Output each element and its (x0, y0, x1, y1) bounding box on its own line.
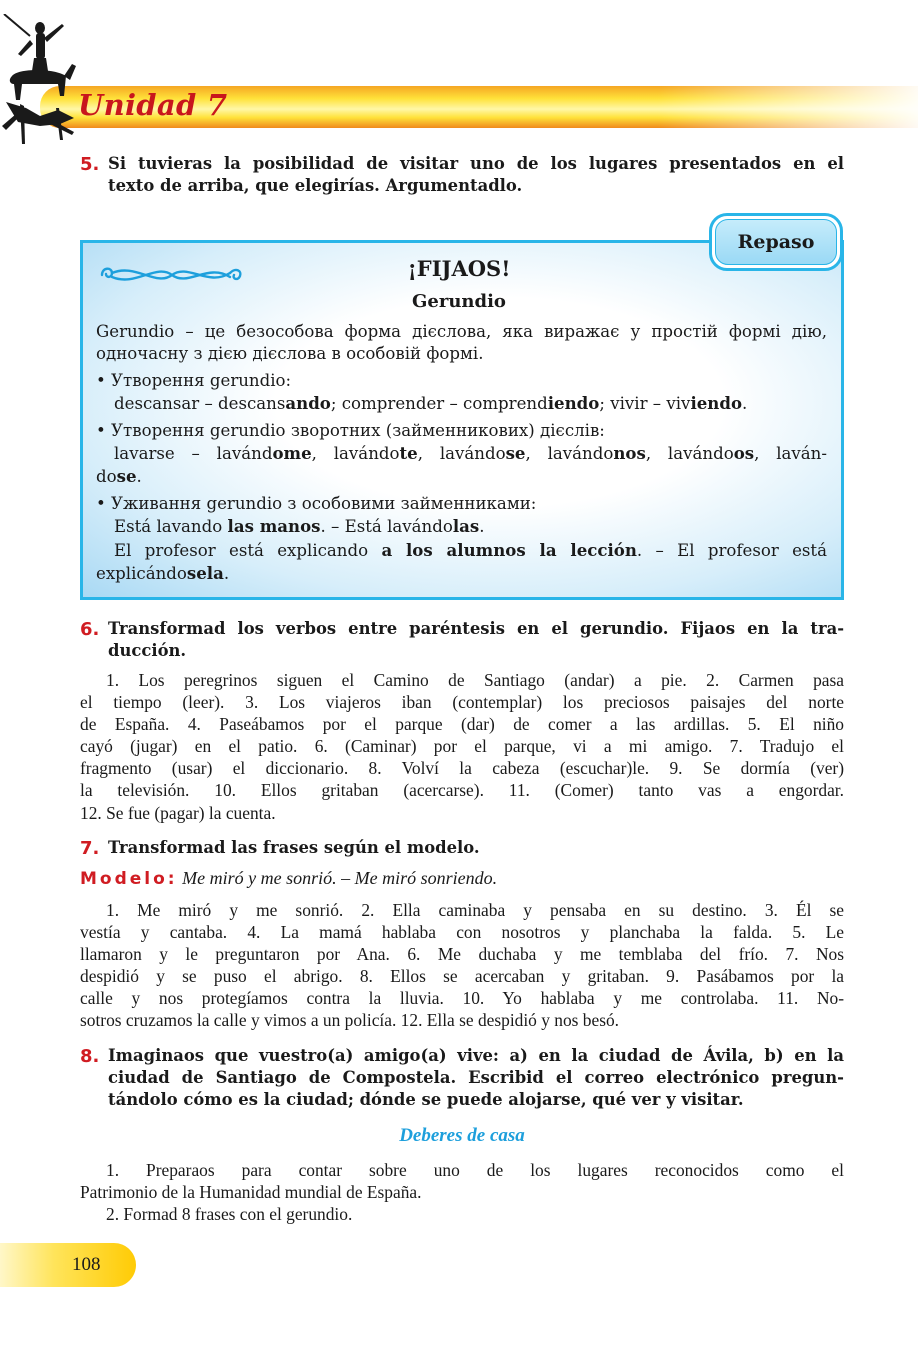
prompt-line: ciudad de Santiago de Compostela. Escribid el correo electrónico pregun- (108, 1068, 844, 1087)
rule-example: dose. (96, 466, 142, 487)
prompt-line: Transformad los verbos entre paréntesis en el gerundio. Fijaos en la tra- (108, 619, 844, 638)
exercise-8-prompt (108, 1045, 844, 1111)
prompt-line: Si tuvieras la posibilidad de visitar uno de los lugares presentados en el (108, 154, 844, 173)
exercise-number: 7. (80, 838, 100, 859)
rule-item-heading: • Утворення gerundio: (96, 370, 292, 390)
prompt-line: tándolo cómo es la ciudad; dónde se puede alojarse, qué ver y visitar. (108, 1090, 744, 1109)
model-label: Modelo: (80, 869, 178, 889)
exercise-7-prompt: Transformad las frases según el modelo. (108, 838, 480, 857)
prompt-line: texto de arriba, que elegirías. Argumentadlo. (108, 176, 523, 195)
prompt-line: ducción. (108, 641, 187, 660)
rule-example: lavarse – lavándome, lavándote, lavándose, lavándonos, lavándoos, laván- (114, 443, 827, 464)
body-line: calle y nos protegíamos contra la lluvia. 10. Yo hablaba y me controlaba. 11. No- (80, 988, 844, 1009)
body-line: 2. Formad 8 frases con el gerundio. (106, 1204, 353, 1225)
body-line: sotros cruzamos la calle y vimos a un policía. 12. Ella se despidió y nos besó. (80, 1010, 619, 1031)
exercise-5-prompt (108, 153, 844, 197)
exercise-6-prompt (108, 618, 844, 662)
don-quixote-logo (0, 14, 80, 146)
body-line: de España. 4. Paseábamos por el parque (dar) de comer a las ardillas. 5. El niño (80, 714, 844, 735)
rule-example: El profesor está explicando a los alumnos la lección. – El profesor está (114, 539, 827, 560)
body-line: cayó (jugar) en el patio. 6. (Caminar) por el parque, vi a mi amigo. 7. Tradujo el (80, 736, 844, 757)
prompt-line: Imaginaos que vuestro(a) amigo(a) vive: a) en la ciudad de Ávila, b) en la (108, 1046, 844, 1065)
repaso-badge (709, 213, 843, 271)
grammar-topic-title: Gerundio (412, 291, 506, 312)
page-number-tab (0, 1243, 136, 1287)
rule-example: explicándosela. (96, 563, 230, 584)
rule-item-heading: • Утворення gerundio зворотних (займенникових) дієслів: (96, 420, 605, 440)
body-line: 1. Los peregrinos siguen el Camino de Santiago (andar) a pie. 2. Carmen pasa (106, 670, 844, 690)
rule-example: descansar – descansando; comprender – comprendiendo; vivir – viviendo. (114, 393, 748, 414)
fijaos-title: ¡FIJAOS! (407, 256, 511, 281)
body-line: 12. Se fue (pagar) la cuenta. (80, 802, 276, 823)
body-line: fragmento (usar) el diccionario. 8. Volví la cabeza (escuchar)le. 9. Se dormía (ver) (80, 758, 844, 779)
body-line: la televisión. 10. Ellos gritaban (acercarse). 11. (Comer) tanto vas a engordar. (80, 780, 844, 801)
exercise-6-body (80, 669, 844, 824)
exercise-number: 6. (80, 619, 100, 640)
exercise-number: 8. (80, 1046, 100, 1067)
page-number: 108 (72, 1254, 101, 1275)
model-sentence: Me miró y me sonrió. – Me miró sonriendo. (182, 868, 498, 888)
rule-intro: Gerundio – це безособова форма дієслова, яка виражає у простій формі дію, одночасну з дією дієслова в особовій формі. (96, 322, 827, 364)
rule-item-heading: • Уживання gerundio з особовими займенниками: (96, 493, 537, 513)
body-line: el tiempo (leer). 3. Los viajeros iban (contemplar) los preciosos paisajes del norte (80, 692, 844, 713)
body-line: 1. Preparaos para contar sobre uno de los lugares reconocidos como el (106, 1160, 844, 1180)
homework-title: Deberes de casa (399, 1125, 525, 1146)
homework-body (80, 1159, 844, 1225)
body-line: Patrimonio de la Humanidad mundial de España. (80, 1182, 422, 1203)
model-example (80, 868, 497, 889)
exercise-number: 5. (80, 154, 100, 175)
repaso-label: Repaso (715, 219, 837, 265)
body-line: vestía y cantaba. 4. La mamá hablaba con nosotros y planchaba la falda. 5. Le (80, 922, 844, 943)
body-line: llamaron y le preguntaron por Ana. 6. Me duchaba y me temblaba del frío. 7. Nos (80, 944, 844, 965)
body-line: 1. Me miró y me sonrió. 2. Ella caminaba y pensaba en su destino. 3. Él se (106, 900, 844, 920)
rule-example: Está lavando las manos. – Está lavándolas. (114, 516, 485, 537)
body-line: despidió y se puso el abrigo. 8. Ellos se acercaban y gritaban. 9. Pasábamos por la (80, 966, 844, 987)
exercise-7-body (80, 899, 844, 1032)
grammar-rule-text (96, 321, 827, 585)
unit-title: Unidad 7 (78, 88, 228, 122)
